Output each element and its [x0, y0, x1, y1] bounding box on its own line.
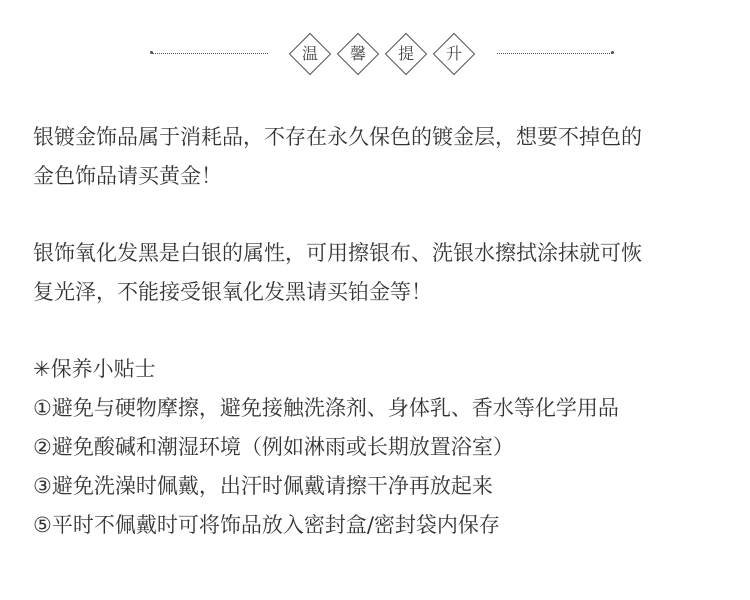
header-char-4: 升 — [445, 44, 462, 63]
left-dotted-divider — [152, 53, 268, 54]
header-diamond-1 — [288, 32, 332, 76]
header-char-1: 温 — [301, 44, 318, 63]
header-diamond-4 — [432, 32, 476, 76]
tips-title: ✳保养小贴士 — [33, 357, 156, 381]
paragraph-1-line-1: 银镀金饰品属于消耗品，不存在永久保色的镀金层，想要不掉色的 — [33, 125, 642, 149]
tip-item-2: ②避免酸碱和潮湿环境（例如淋雨或长期放置浴室） — [33, 435, 514, 459]
header-diamond-2 — [336, 32, 380, 76]
paragraph-gap — [33, 312, 733, 350]
header-char-3: 提 — [397, 44, 414, 63]
section-header — [0, 24, 750, 84]
paragraph-2-line-2: 复光泽，不能接受银氧化发黑请买铂金等！ — [33, 280, 432, 304]
right-dotted-divider — [497, 53, 612, 54]
tip-item-4: ⑤平时不佩戴时可将饰品放入密封盒/密封袋内保存 — [33, 513, 500, 537]
header-diamond-3 — [384, 32, 428, 76]
tip-item-1: ①避免与硬物摩擦，避免接触洗涤剂、身体乳、香水等化学用品 — [33, 396, 619, 420]
header-char-2: 馨 — [349, 44, 366, 63]
right-dot-cap — [611, 51, 614, 54]
content-body — [33, 118, 733, 545]
paragraph-gap — [33, 196, 733, 234]
paragraph-1-line-2: 金色饰品请买黄金！ — [33, 164, 222, 188]
tip-item-3: ③避免洗澡时佩戴，出汗时佩戴请擦干净再放起来 — [33, 474, 493, 498]
paragraph-2-line-1: 银饰氧化发黑是白银的属性，可用擦银布、洗银水擦拭涂抹就可恢 — [33, 241, 642, 265]
